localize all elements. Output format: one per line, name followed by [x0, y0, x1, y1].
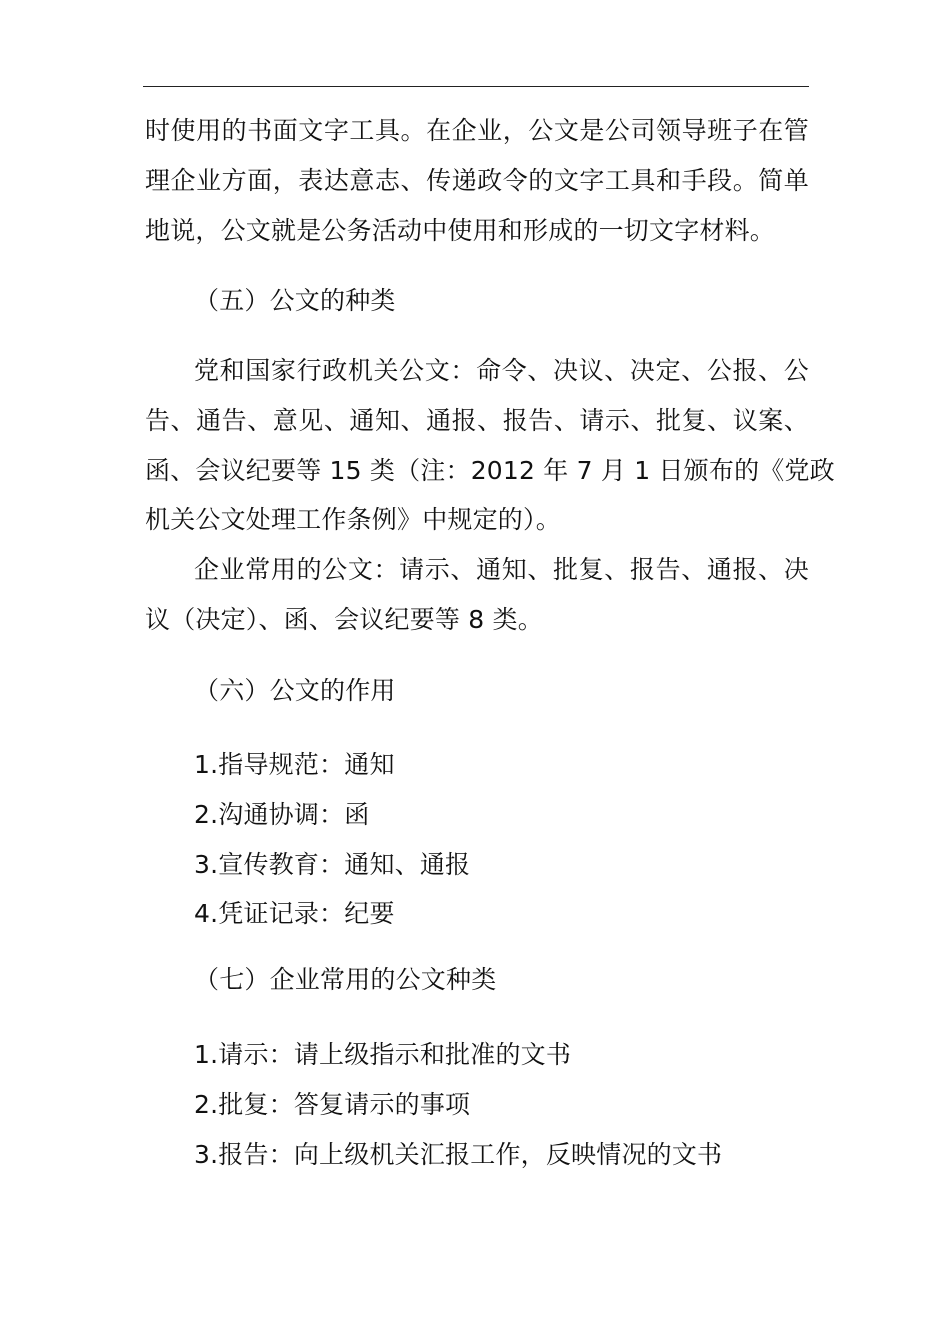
section-heading: （五）公文的种类: [194, 286, 396, 315]
paragraph-line: 机关公文处理工作条例》中规定的）。: [145, 505, 561, 534]
paragraph-line: 时使用的书面文字工具。在企业，公文是公司领导班子在管: [145, 116, 809, 145]
paragraph-line: 党和国家行政机关公文：命令、决议、决定、公报、公: [194, 356, 809, 385]
list-item: 2.批复：答复请示的事项: [194, 1090, 471, 1119]
paragraph-line: 企业常用的公文：请示、通知、批复、报告、通报、决: [194, 555, 809, 584]
list-item: 3.宣传教育：通知、通报: [194, 850, 471, 879]
section-heading: （七）企业常用的公文种类: [194, 965, 497, 994]
paragraph-line: 理企业方面，表达意志、传递政令的文字工具和手段。简单: [145, 166, 809, 195]
paragraph-line: 函、会议纪要等 15 类（注：2012 年 7 月 1 日颁布的《党政: [145, 456, 835, 485]
header-rule: [143, 86, 809, 87]
paragraph-line: 议（决定）、函、会议纪要等 8 类。: [145, 605, 543, 634]
list-item: 3.报告：向上级机关汇报工作，反映情况的文书: [194, 1140, 723, 1169]
list-item: 4.凭证记录：纪要: [194, 899, 395, 928]
list-item: 2.沟通协调：函: [194, 800, 370, 829]
list-item: 1.请示：请上级指示和批准的文书: [194, 1040, 572, 1069]
paragraph-line: 告、通告、意见、通知、通报、报告、请示、批复、议案、: [145, 406, 809, 435]
list-item: 1.指导规范：通知: [194, 750, 395, 779]
paragraph-line: 地说，公文就是公务活动中使用和形成的一切文字材料。: [145, 216, 776, 245]
section-heading: （六）公文的作用: [194, 676, 396, 705]
